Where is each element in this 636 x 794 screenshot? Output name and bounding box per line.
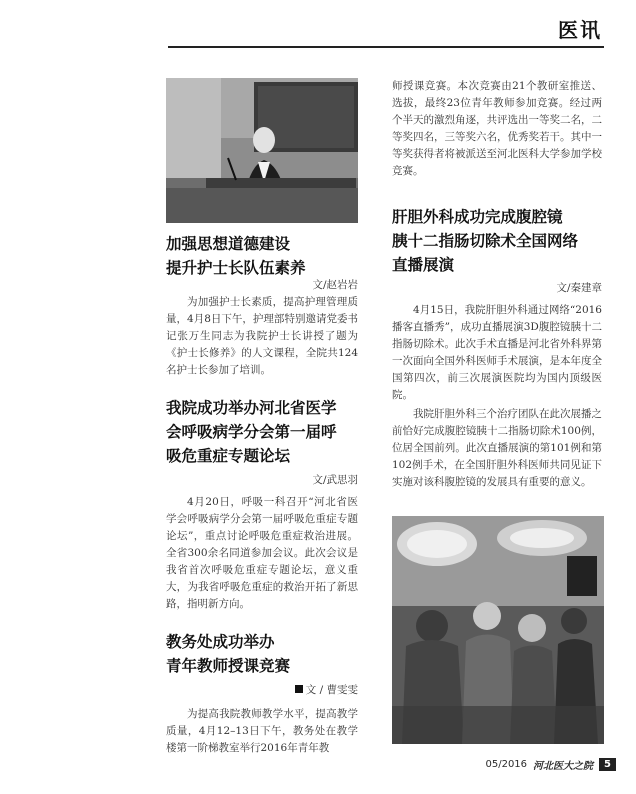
article4-title-line1: 肝胆外科成功完成腹腔镜 [392, 208, 563, 226]
article3-author-wrap [166, 682, 358, 697]
lecture-photo [166, 78, 358, 223]
article4-title [392, 205, 602, 277]
article1-title-line1: 加强思想道德建设 [166, 235, 291, 253]
section-title: 医讯 [558, 18, 602, 42]
article2-title-line1: 我院成功举办河北省医学 [166, 399, 337, 417]
page-footer [485, 757, 616, 772]
article4-author: 文/秦建章 [556, 282, 602, 294]
article2-title-line3: 吸危重症专题论坛 [166, 447, 291, 465]
article3-author: 文 / 曹雯雯 [305, 684, 358, 696]
article4-title-line2: 胰十二指肠切除术全国网络 [392, 232, 579, 250]
article3-title [166, 630, 358, 678]
black-square-icon [295, 685, 303, 693]
article4-para2: 我院肝胆外科三个治疗团队在此次展播之前恰好完成腹腔镜胰十二指肠切除术100例，位居全国前列。此次直播展演的第101例和第102例手术，在全国肝胆外科医师共同见证下实施对该科腹腔镜的发展具有重要的意义。 [392, 408, 602, 488]
article2-title [166, 396, 358, 468]
article1-title-line2: 提升护士长队伍素养 [166, 259, 306, 277]
publication-name: 河北医大之院 [533, 761, 594, 772]
issue-date: 05/2016 [485, 759, 528, 770]
article3-title-line2: 青年教师授课竞赛 [166, 657, 291, 675]
article3-continued: 师授课竞赛。本次竞赛由21个教研室推送、选拔，最终23位青年教师参加竞赛。经过两个半天的激烈角逐，共评选出一等奖二名，二等奖四名，三等奖六名，优秀奖若干。其中一等奖获得者将被派送至河北医科大学参加学校竞赛。 [392, 80, 602, 177]
page-number: 5 [599, 758, 616, 771]
article4-title-line3: 直播展演 [392, 256, 455, 274]
article3-title-line1: 教务处成功举办 [166, 633, 275, 651]
article1-author: 文/赵岩岩 [312, 279, 358, 291]
article2-author: 文/武思羽 [312, 474, 358, 486]
article2-title-line2: 会呼吸病学分会第一届呼 [166, 423, 337, 441]
article2-body: 4月20日，呼吸一科召开“河北省医学会呼吸病学分会第一届呼吸危重症专题论坛”，重点讨论呼吸危重症救治进展。全省300余名同道参加会议。此次会议是我省首次呼吸危重症专题论坛，意义重大，为我省呼吸危重症的救治开拓了新思路，指明新方向。 [166, 496, 358, 610]
surgery-photo [392, 516, 604, 744]
header-rule [168, 46, 604, 48]
article1-title [166, 232, 358, 280]
article4-para1: 4月15日，我院肝胆外科通过网络“2016播客直播秀”，成功直播展演3D腹腔镜胰十二指肠切除术。此次手术直播是河北省外科界第一次面向全国外科医师手术展演，是本年度全国第四次，前三次展演医院均为国内顶级医院。 [392, 304, 602, 401]
article3-body: 为提高我院教师教学水平，提高教学质量，4月12–13日下午，教务处在教学楼第一阶梯教室举行2016年青年教 [166, 708, 358, 754]
article1-body: 为加强护士长素质，提高护理管理质量，4月8日下午，护理部特别邀请党委书记张万生同志为我院护士长讲授了题为《护士长修养》的人文课程，全院共124名护士长参加了培训。 [166, 296, 358, 376]
